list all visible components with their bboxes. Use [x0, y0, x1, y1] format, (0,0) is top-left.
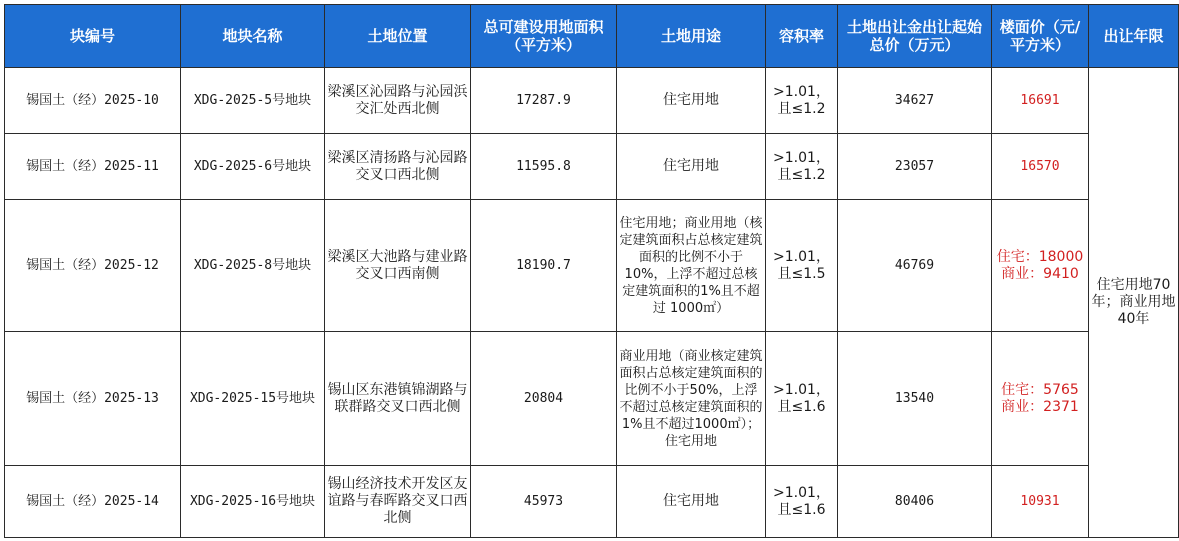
floor-price-line-1: 住宅：5765 [1001, 381, 1079, 398]
cell-block-name: XDG-2025-5号地块 [181, 68, 325, 134]
table-row [5, 466, 1179, 538]
far-line-2: 且≤1.2 [777, 166, 826, 183]
floor-price-line-2: 商业：9410 [1001, 265, 1079, 282]
cell-start-price: 46769 [838, 200, 992, 332]
cell-block-name: XDG-2025-8号地块 [181, 200, 325, 332]
floor-price-line-1: 住宅：18000 [996, 248, 1084, 265]
cell-far [766, 466, 838, 538]
cell-location: 锡山经济技术开发区友谊路与春晖路交叉口西北侧 [325, 466, 471, 538]
header-floor-price: 楼面价（元/平方米） [992, 5, 1089, 68]
header-start-price: 土地出让金出让起始总价（万元） [838, 5, 992, 68]
cell-location: 梁溪区沁园路与沁园浜交汇处西北侧 [325, 68, 471, 134]
cell-block-no: 锡国土（经）2025-13 [5, 332, 181, 466]
cell-block-name: XDG-2025-6号地块 [181, 134, 325, 200]
cell-area: 18190.7 [471, 200, 617, 332]
cell-far [766, 200, 838, 332]
far-line-2: 且≤1.2 [777, 100, 826, 117]
cell-floor-price [992, 134, 1089, 200]
header-row [5, 5, 1179, 68]
header-far: 容积率 [766, 5, 838, 68]
table-row [5, 68, 1179, 134]
cell-block-name: XDG-2025-15号地块 [181, 332, 325, 466]
floor-price-line-2: 商业：2371 [1001, 398, 1079, 415]
header-location: 土地位置 [325, 5, 471, 68]
floor-price-line-1: 10931 [1020, 494, 1060, 509]
far-line-1: >1.01， [773, 83, 830, 100]
header-term: 出让年限 [1089, 5, 1179, 68]
cell-start-price: 13540 [838, 332, 992, 466]
far-line-2: 且≤1.6 [777, 398, 826, 415]
cell-location: 锡山区东港镇锦湖路与联群路交叉口西北侧 [325, 332, 471, 466]
cell-start-price: 23057 [838, 134, 992, 200]
floor-price-line-1: 16691 [1020, 93, 1060, 108]
cell-usage: 住宅用地 [617, 134, 766, 200]
cell-usage: 商业用地（商业核定建筑面积占总核定建筑面积的比例不小于50%，上浮不超过总核定建筑面积的1%且不超过1000㎡）；住宅用地 [617, 332, 766, 466]
cell-block-no: 锡国土（经）2025-14 [5, 466, 181, 538]
table-row [5, 332, 1179, 466]
cell-far [766, 134, 838, 200]
cell-floor-price [992, 68, 1089, 134]
far-line-1: >1.01， [773, 484, 830, 501]
cell-usage: 住宅用地；商业用地（核定建筑面积占总核定建筑面积的比例不小于10%，上浮不超过总核定建筑面积的1%且不超过 1000㎡） [617, 200, 766, 332]
far-line-2: 且≤1.5 [777, 265, 826, 282]
cell-term: 住宅用地70年；商业用地40年 [1089, 68, 1179, 538]
far-line-1: >1.01， [773, 149, 830, 166]
cell-start-price: 80406 [838, 466, 992, 538]
cell-start-price: 34627 [838, 68, 992, 134]
cell-area: 45973 [471, 466, 617, 538]
far-line-2: 且≤1.6 [777, 501, 826, 518]
far-line-1: >1.01， [773, 381, 830, 398]
cell-block-no: 锡国土（经）2025-12 [5, 200, 181, 332]
cell-floor-price [992, 466, 1089, 538]
cell-block-no: 锡国土（经）2025-10 [5, 68, 181, 134]
header-block-name: 地块名称 [181, 5, 325, 68]
far-line-1: >1.01， [773, 248, 830, 265]
cell-area: 20804 [471, 332, 617, 466]
cell-block-name: XDG-2025-16号地块 [181, 466, 325, 538]
cell-usage: 住宅用地 [617, 466, 766, 538]
header-block-no: 块编号 [5, 5, 181, 68]
table-row [5, 200, 1179, 332]
cell-floor-price [992, 332, 1089, 466]
cell-floor-price [992, 200, 1089, 332]
floor-price-line-1: 16570 [1020, 159, 1060, 174]
cell-location: 梁溪区清扬路与沁园路交叉口西北侧 [325, 134, 471, 200]
cell-far [766, 68, 838, 134]
cell-area: 11595.8 [471, 134, 617, 200]
cell-block-no: 锡国土（经）2025-11 [5, 134, 181, 200]
cell-location: 梁溪区大池路与建业路交叉口西南侧 [325, 200, 471, 332]
header-usage: 土地用途 [617, 5, 766, 68]
cell-far [766, 332, 838, 466]
cell-area: 17287.9 [471, 68, 617, 134]
header-area: 总可建设用地面积（平方米） [471, 5, 617, 68]
cell-usage: 住宅用地 [617, 68, 766, 134]
table-row [5, 134, 1179, 200]
land-auction-table [4, 4, 1179, 538]
